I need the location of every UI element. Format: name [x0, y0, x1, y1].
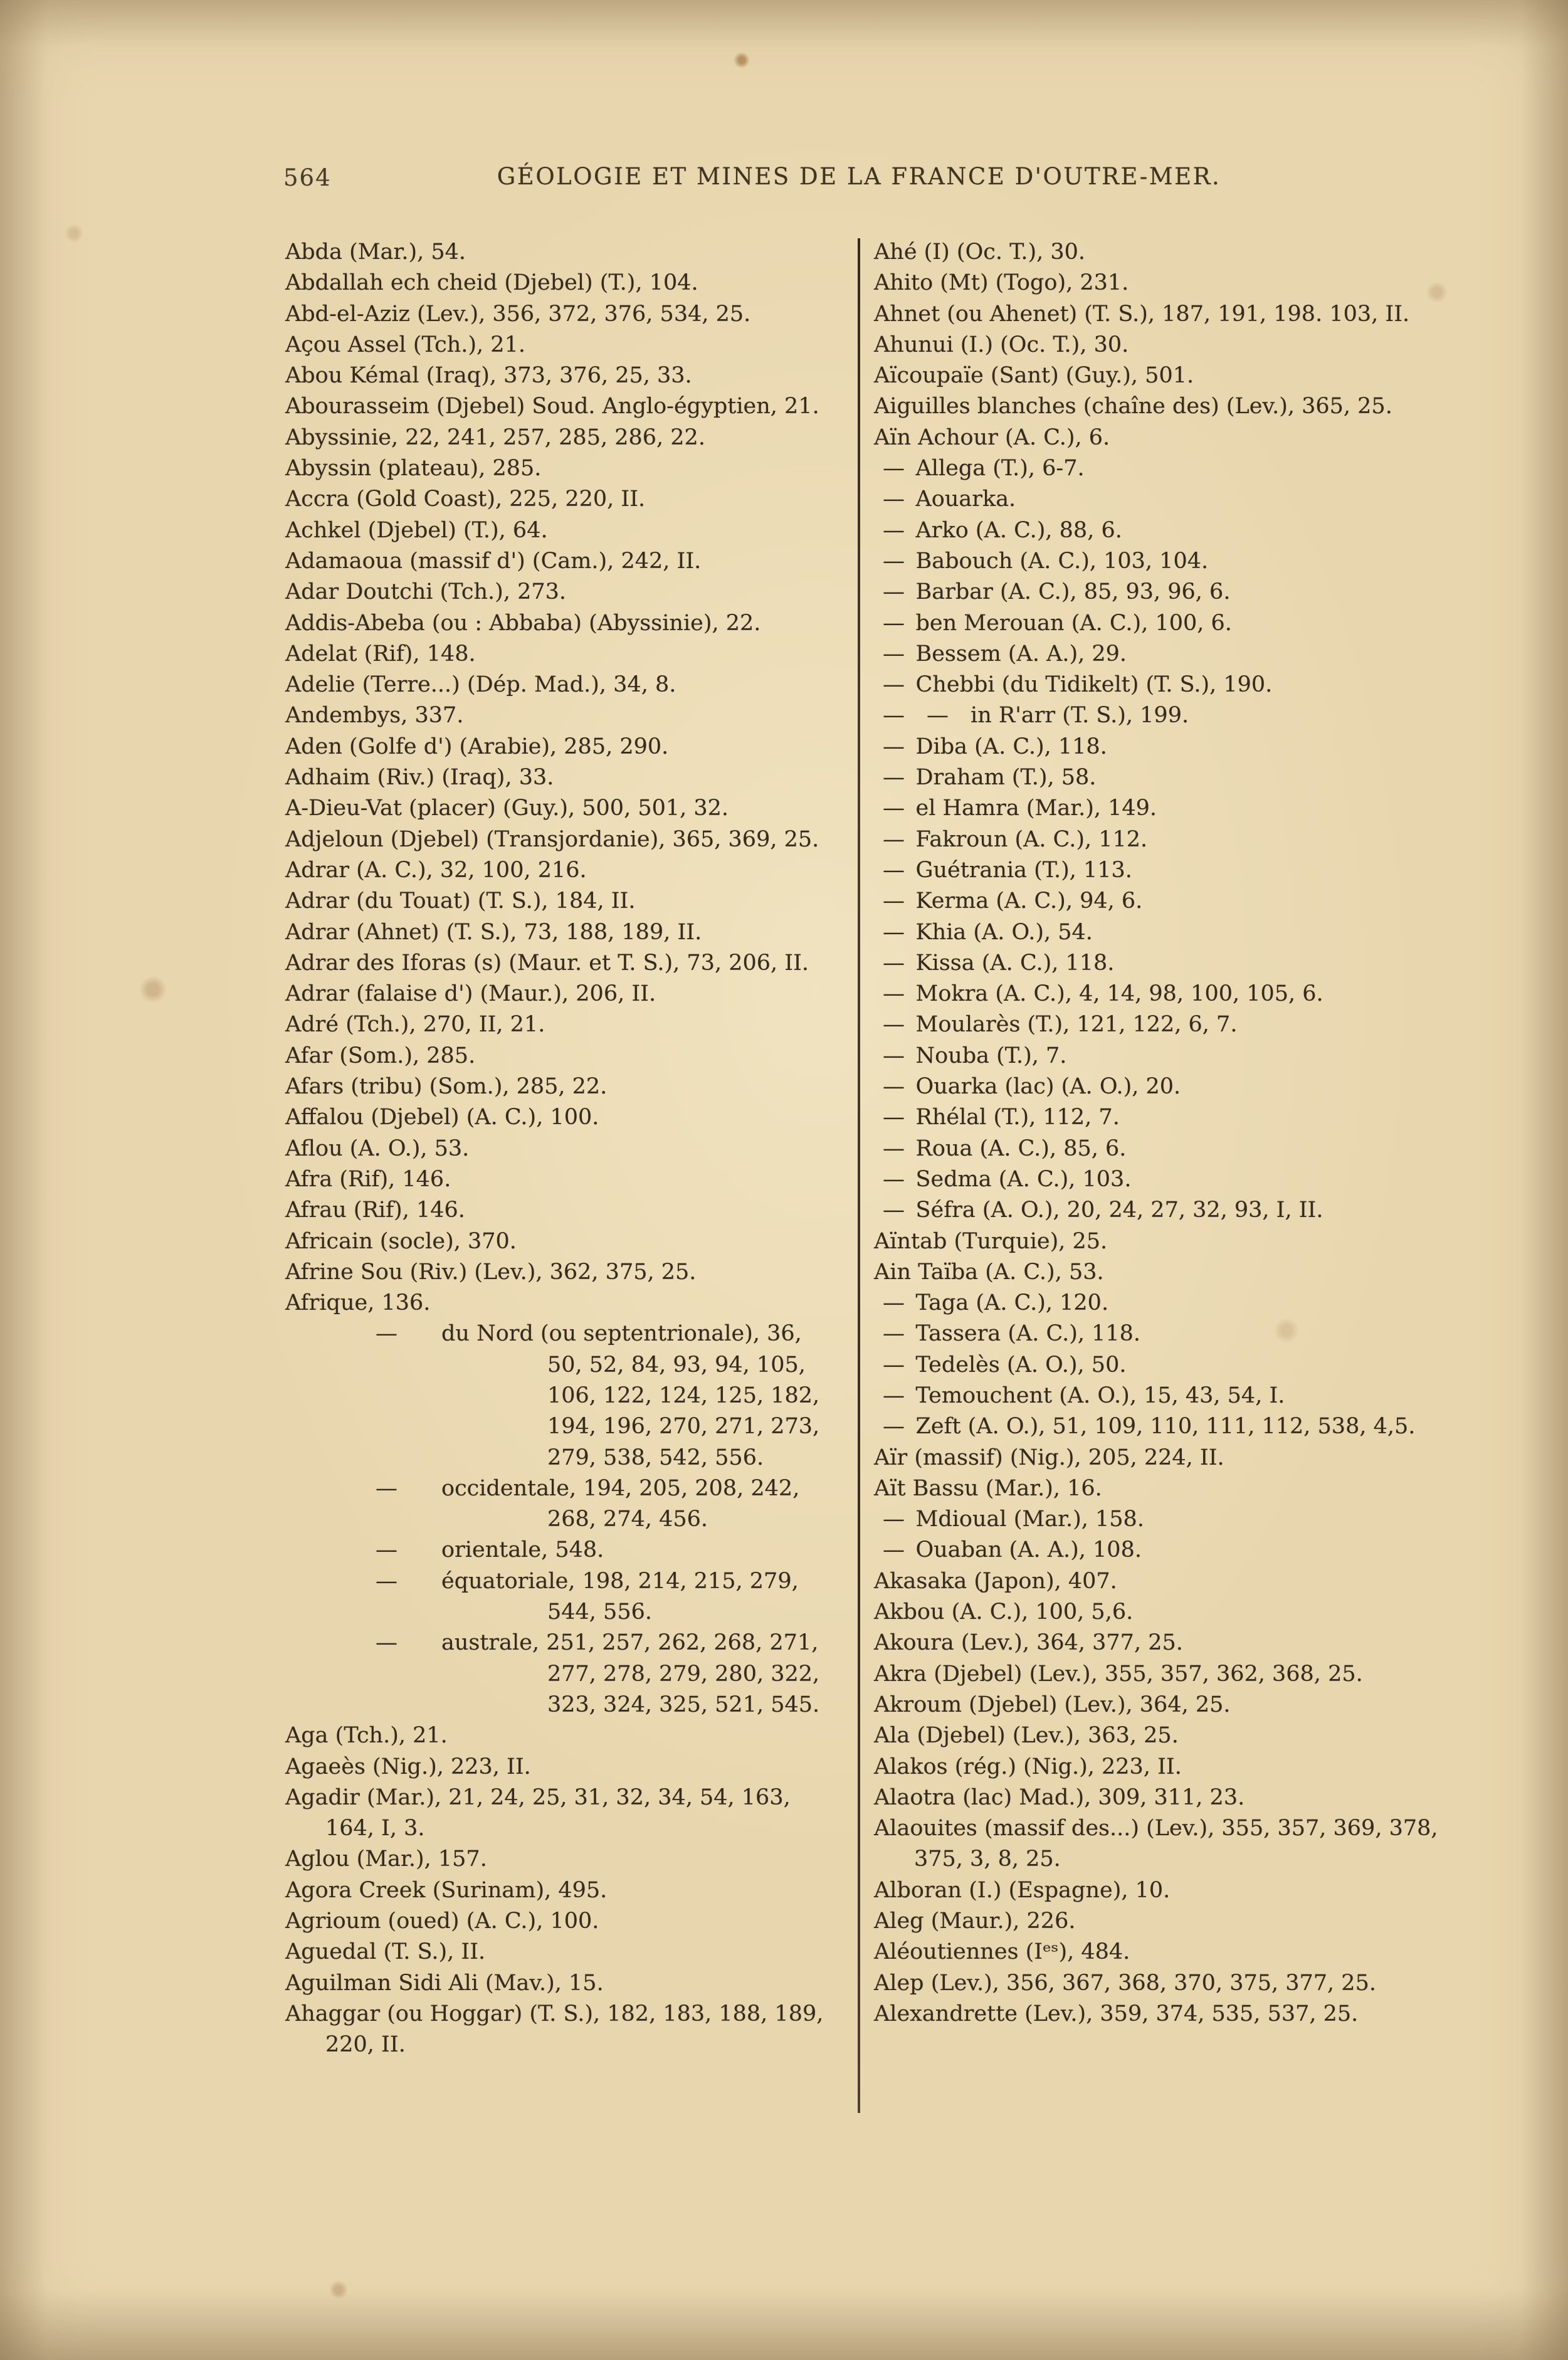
- index-entry: Abyssinie, 22, 241, 257, 285, 286, 22.: [285, 424, 705, 450]
- index-entry: Abourasseim (Djebel) Soud. Anglo-égyptien, 21.: [285, 394, 819, 419]
- index-entry: — Barbar (A. C.), 85, 93, 96, 6.: [883, 579, 1231, 605]
- index-entry: — Tedelès (A. O.), 50.: [883, 1352, 1127, 1378]
- index-entry: — Kerma (A. C.), 94, 6.: [883, 888, 1143, 914]
- index-entry: — Moularès (T.), 121, 122, 6, 7.: [883, 1012, 1238, 1038]
- index-left-column: [285, 237, 836, 2061]
- index-entry: — du Nord (ou septentrionale), 36, 50, 52, 84, 93, 94, 105, 106, 122, 124, 125, 182, 194, 196, 270, 271, 273, 279, 538, 542, 556.: [376, 1321, 820, 1470]
- index-entry: — Chebbi (du Tidikelt) (T. S.), 190.: [883, 672, 1273, 698]
- index-entry: Ahé (I) (Oc. T.), 30.: [874, 240, 1086, 265]
- index-entry: Adjeloun (Djebel) (Transjordanie), 365, 369, 25.: [285, 826, 819, 852]
- index-entry: — — in R'arr (T. S.), 199.: [883, 703, 1189, 729]
- index-entry: Adrar (du Touat) (T. S.), 184, II.: [285, 888, 636, 914]
- index-entry: — Séfra (A. O.), 20, 24, 27, 32, 93, I, II.: [883, 1198, 1323, 1223]
- index-entry: Alboran (I.) (Espagne), 10.: [874, 1877, 1171, 1903]
- index-entry: — Temouchent (A. O.), 15, 43, 54, I.: [883, 1383, 1285, 1408]
- index-entry: Aïcoupaïe (Sant) (Guy.), 501.: [874, 363, 1194, 389]
- index-entry: — australe, 251, 257, 262, 268, 271, 277, 278, 279, 280, 322, 323, 324, 325, 521, 545.: [376, 1630, 820, 1717]
- index-entry: Alakos (rég.) (Nig.), 223, II.: [874, 1754, 1182, 1779]
- index-entry: Aléoutiennes (Iᵉˢ), 484.: [874, 1939, 1130, 1965]
- index-entry: — Ouaban (A. A.), 108.: [883, 1537, 1142, 1563]
- index-entry: Agora Creek (Surinam), 495.: [285, 1877, 608, 1903]
- index-entry: — Arko (A. C.), 88, 6.: [883, 517, 1122, 543]
- index-entry: Ahito (Mt) (Togo), 231.: [874, 270, 1129, 296]
- index-right-column: [874, 237, 1468, 2030]
- index-entry: Achkel (Djebel) (T.), 64.: [285, 517, 548, 543]
- index-entry: Agaeès (Nig.), 223, II.: [285, 1754, 531, 1779]
- index-entry: Aglou (Mar.), 157.: [285, 1846, 487, 1872]
- index-entry: — orientale, 548.: [376, 1537, 604, 1563]
- index-entry: Adelat (Rif), 148.: [285, 641, 476, 666]
- index-entry: — Kissa (A. C.), 118.: [883, 950, 1115, 976]
- index-entry: Aguilman Sidi Ali (Mav.), 15.: [285, 1970, 604, 1996]
- index-entry: — Tassera (A. C.), 118.: [883, 1321, 1141, 1347]
- index-entry: — Draham (T.), 58.: [883, 765, 1097, 791]
- index-entry: Akoura (Lev.), 364, 377, 25.: [874, 1630, 1183, 1656]
- index-entry: — Fakroun (A. C.), 112.: [883, 826, 1148, 852]
- index-entry: — Allega (T.), 6-7.: [883, 456, 1085, 482]
- index-entry: — Aouarka.: [883, 487, 1016, 512]
- index-entry: — Roua (A. C.), 85, 6.: [883, 1135, 1127, 1161]
- index-entry: Açou Assel (Tch.), 21.: [285, 332, 525, 357]
- index-entry: Abd-el-Aziz (Lev.), 356, 372, 376, 534, 25.: [285, 301, 751, 327]
- index-entry: Accra (Gold Coast), 225, 220, II.: [285, 487, 646, 512]
- index-entry: Alaotra (lac) Mad.), 309, 311, 23.: [874, 1784, 1245, 1810]
- index-entry: Aït Bassu (Mar.), 16.: [874, 1475, 1102, 1501]
- page-number: 564: [283, 164, 332, 191]
- index-entry: Afrine Sou (Riv.) (Lev.), 362, 375, 25.: [285, 1259, 697, 1285]
- index-entry: Akbou (A. C.), 100, 5,6.: [874, 1599, 1134, 1625]
- index-entry: Ain Taïba (A. C.), 53.: [874, 1259, 1104, 1285]
- index-entry: — Nouba (T.), 7.: [883, 1043, 1067, 1068]
- index-entry: Afar (Som.), 285.: [285, 1043, 476, 1068]
- index-entry: — Mdioual (Mar.), 158.: [883, 1507, 1144, 1532]
- index-entry: Abou Kémal (Iraq), 373, 376, 25, 33.: [285, 363, 692, 389]
- index-entry: Aden (Golfe d') (Arabie), 285, 290.: [285, 734, 669, 759]
- index-entry: Adrar (Ahnet) (T. S.), 73, 188, 189, II.: [285, 919, 702, 945]
- index-entry: Aguedal (T. S.), II.: [285, 1939, 486, 1965]
- index-entry: — équatoriale, 198, 214, 215, 279, 544, 556.: [376, 1568, 799, 1625]
- index-entry: — Babouch (A. C.), 103, 104.: [883, 548, 1209, 574]
- index-entry: Aïn Achour (A. C.), 6.: [874, 424, 1110, 450]
- index-entry: Aleg (Maur.), 226.: [874, 1909, 1076, 1934]
- index-entry: Agadir (Mar.), 21, 24, 25, 31, 32, 34, 54, 163, 164, I, 3.: [285, 1784, 791, 1841]
- index-entry: Afra (Rif), 146.: [285, 1166, 451, 1192]
- index-entry: — Diba (A. C.), 118.: [883, 734, 1107, 759]
- index-entry: Aïr (massif) (Nig.), 205, 224, II.: [874, 1445, 1224, 1470]
- index-entry: — Rhélal (T.), 112, 7.: [883, 1105, 1120, 1130]
- index-entry: Afars (tribu) (Som.), 285, 22.: [285, 1074, 608, 1100]
- index-entry: — Guétrania (T.), 113.: [883, 857, 1132, 883]
- column-divider: [858, 238, 860, 2113]
- index-entry: Alexandrette (Lev.), 359, 374, 535, 537, 25.: [874, 2001, 1359, 2026]
- index-entry: — Khia (A. O.), 54.: [883, 919, 1093, 945]
- index-entry: Abdallah ech cheid (Djebel) (T.), 104.: [285, 270, 698, 296]
- running-title: GÉOLOGIE ET MINES DE LA FRANCE D'OUTRE-MER.: [497, 163, 1221, 190]
- index-entry: — Bessem (A. A.), 29.: [883, 641, 1127, 666]
- index-entry: Adelie (Terre...) (Dép. Mad.), 34, 8.: [285, 672, 676, 698]
- index-entry: Adar Doutchi (Tch.), 273.: [285, 579, 566, 605]
- index-entry: Aïntab (Turquie), 25.: [874, 1228, 1108, 1254]
- index-entry: Aiguilles blanches (chaîne des) (Lev.), 365, 25.: [874, 394, 1392, 419]
- index-entry: Andembys, 337.: [285, 703, 464, 729]
- index-entry: — el Hamra (Mar.), 149.: [883, 796, 1157, 821]
- index-entry: Aga (Tch.), 21.: [285, 1723, 448, 1749]
- index-entry: — occidentale, 194, 205, 208, 242, 268, 274, 456.: [376, 1475, 800, 1532]
- index-entry: Africain (socle), 370.: [285, 1228, 517, 1254]
- index-entry: Afrau (Rif), 146.: [285, 1198, 465, 1223]
- index-entry: Adamaoua (massif d') (Cam.), 242, II.: [285, 548, 702, 574]
- index-entry: Adré (Tch.), 270, II, 21.: [285, 1012, 545, 1038]
- index-entry: Affalou (Djebel) (A. C.), 100.: [285, 1105, 599, 1130]
- index-entry: Adhaim (Riv.) (Iraq), 33.: [285, 765, 554, 791]
- index-entry: A-Dieu-Vat (placer) (Guy.), 500, 501, 32.: [285, 796, 729, 821]
- index-entry: Adrar des Iforas (s) (Maur. et T. S.), 73, 206, II.: [285, 950, 809, 976]
- index-entry: — Sedma (A. C.), 103.: [883, 1166, 1132, 1192]
- index-entry: Aflou (A. O.), 53.: [285, 1135, 470, 1161]
- index-entry: Addis-Abeba (ou : Abbaba) (Abyssinie), 22.: [285, 610, 761, 636]
- index-entry: Abyssin (plateau), 285.: [285, 456, 542, 482]
- index-entry: Akra (Djebel) (Lev.), 355, 357, 362, 368, 25.: [874, 1661, 1363, 1687]
- index-entry: — Taga (A. C.), 120.: [883, 1290, 1109, 1316]
- index-entry: Ahnet (ou Ahenet) (T. S.), 187, 191, 198. 103, II.: [874, 301, 1410, 327]
- index-entry: Afrique, 136.: [285, 1290, 431, 1316]
- index-entry: Abda (Mar.), 54.: [285, 240, 466, 265]
- index-entry: Alep (Lev.), 356, 367, 368, 370, 375, 377, 25.: [874, 1970, 1376, 1996]
- index-entry: Alaouites (massif des...) (Lev.), 355, 357, 369, 378, 375, 3, 8, 25.: [874, 1816, 1438, 1872]
- index-entry: Akroum (Djebel) (Lev.), 364, 25.: [874, 1692, 1231, 1717]
- index-entry: — Zeft (A. O.), 51, 109, 110, 111, 112, 538, 4,5.: [883, 1414, 1416, 1440]
- index-entry: Adrar (falaise d') (Maur.), 206, II.: [285, 981, 656, 1007]
- index-entry: Agrioum (oued) (A. C.), 100.: [285, 1909, 599, 1934]
- index-entry: Adrar (A. C.), 32, 100, 216.: [285, 857, 587, 883]
- index-entry: — ben Merouan (A. C.), 100, 6.: [883, 610, 1232, 636]
- index-entry: Akasaka (Japon), 407.: [874, 1568, 1117, 1594]
- index-entry: — Ouarka (lac) (A. O.), 20.: [883, 1074, 1181, 1100]
- index-entry: Ahunui (I.) (Oc. T.), 30.: [874, 332, 1129, 357]
- index-entry: Ala (Djebel) (Lev.), 363, 25.: [874, 1723, 1179, 1749]
- index-entry: — Mokra (A. C.), 4, 14, 98, 100, 105, 6.: [883, 981, 1323, 1007]
- index-entry: Ahaggar (ou Hoggar) (T. S.), 182, 183, 188, 189, 220, II.: [285, 2001, 824, 2058]
